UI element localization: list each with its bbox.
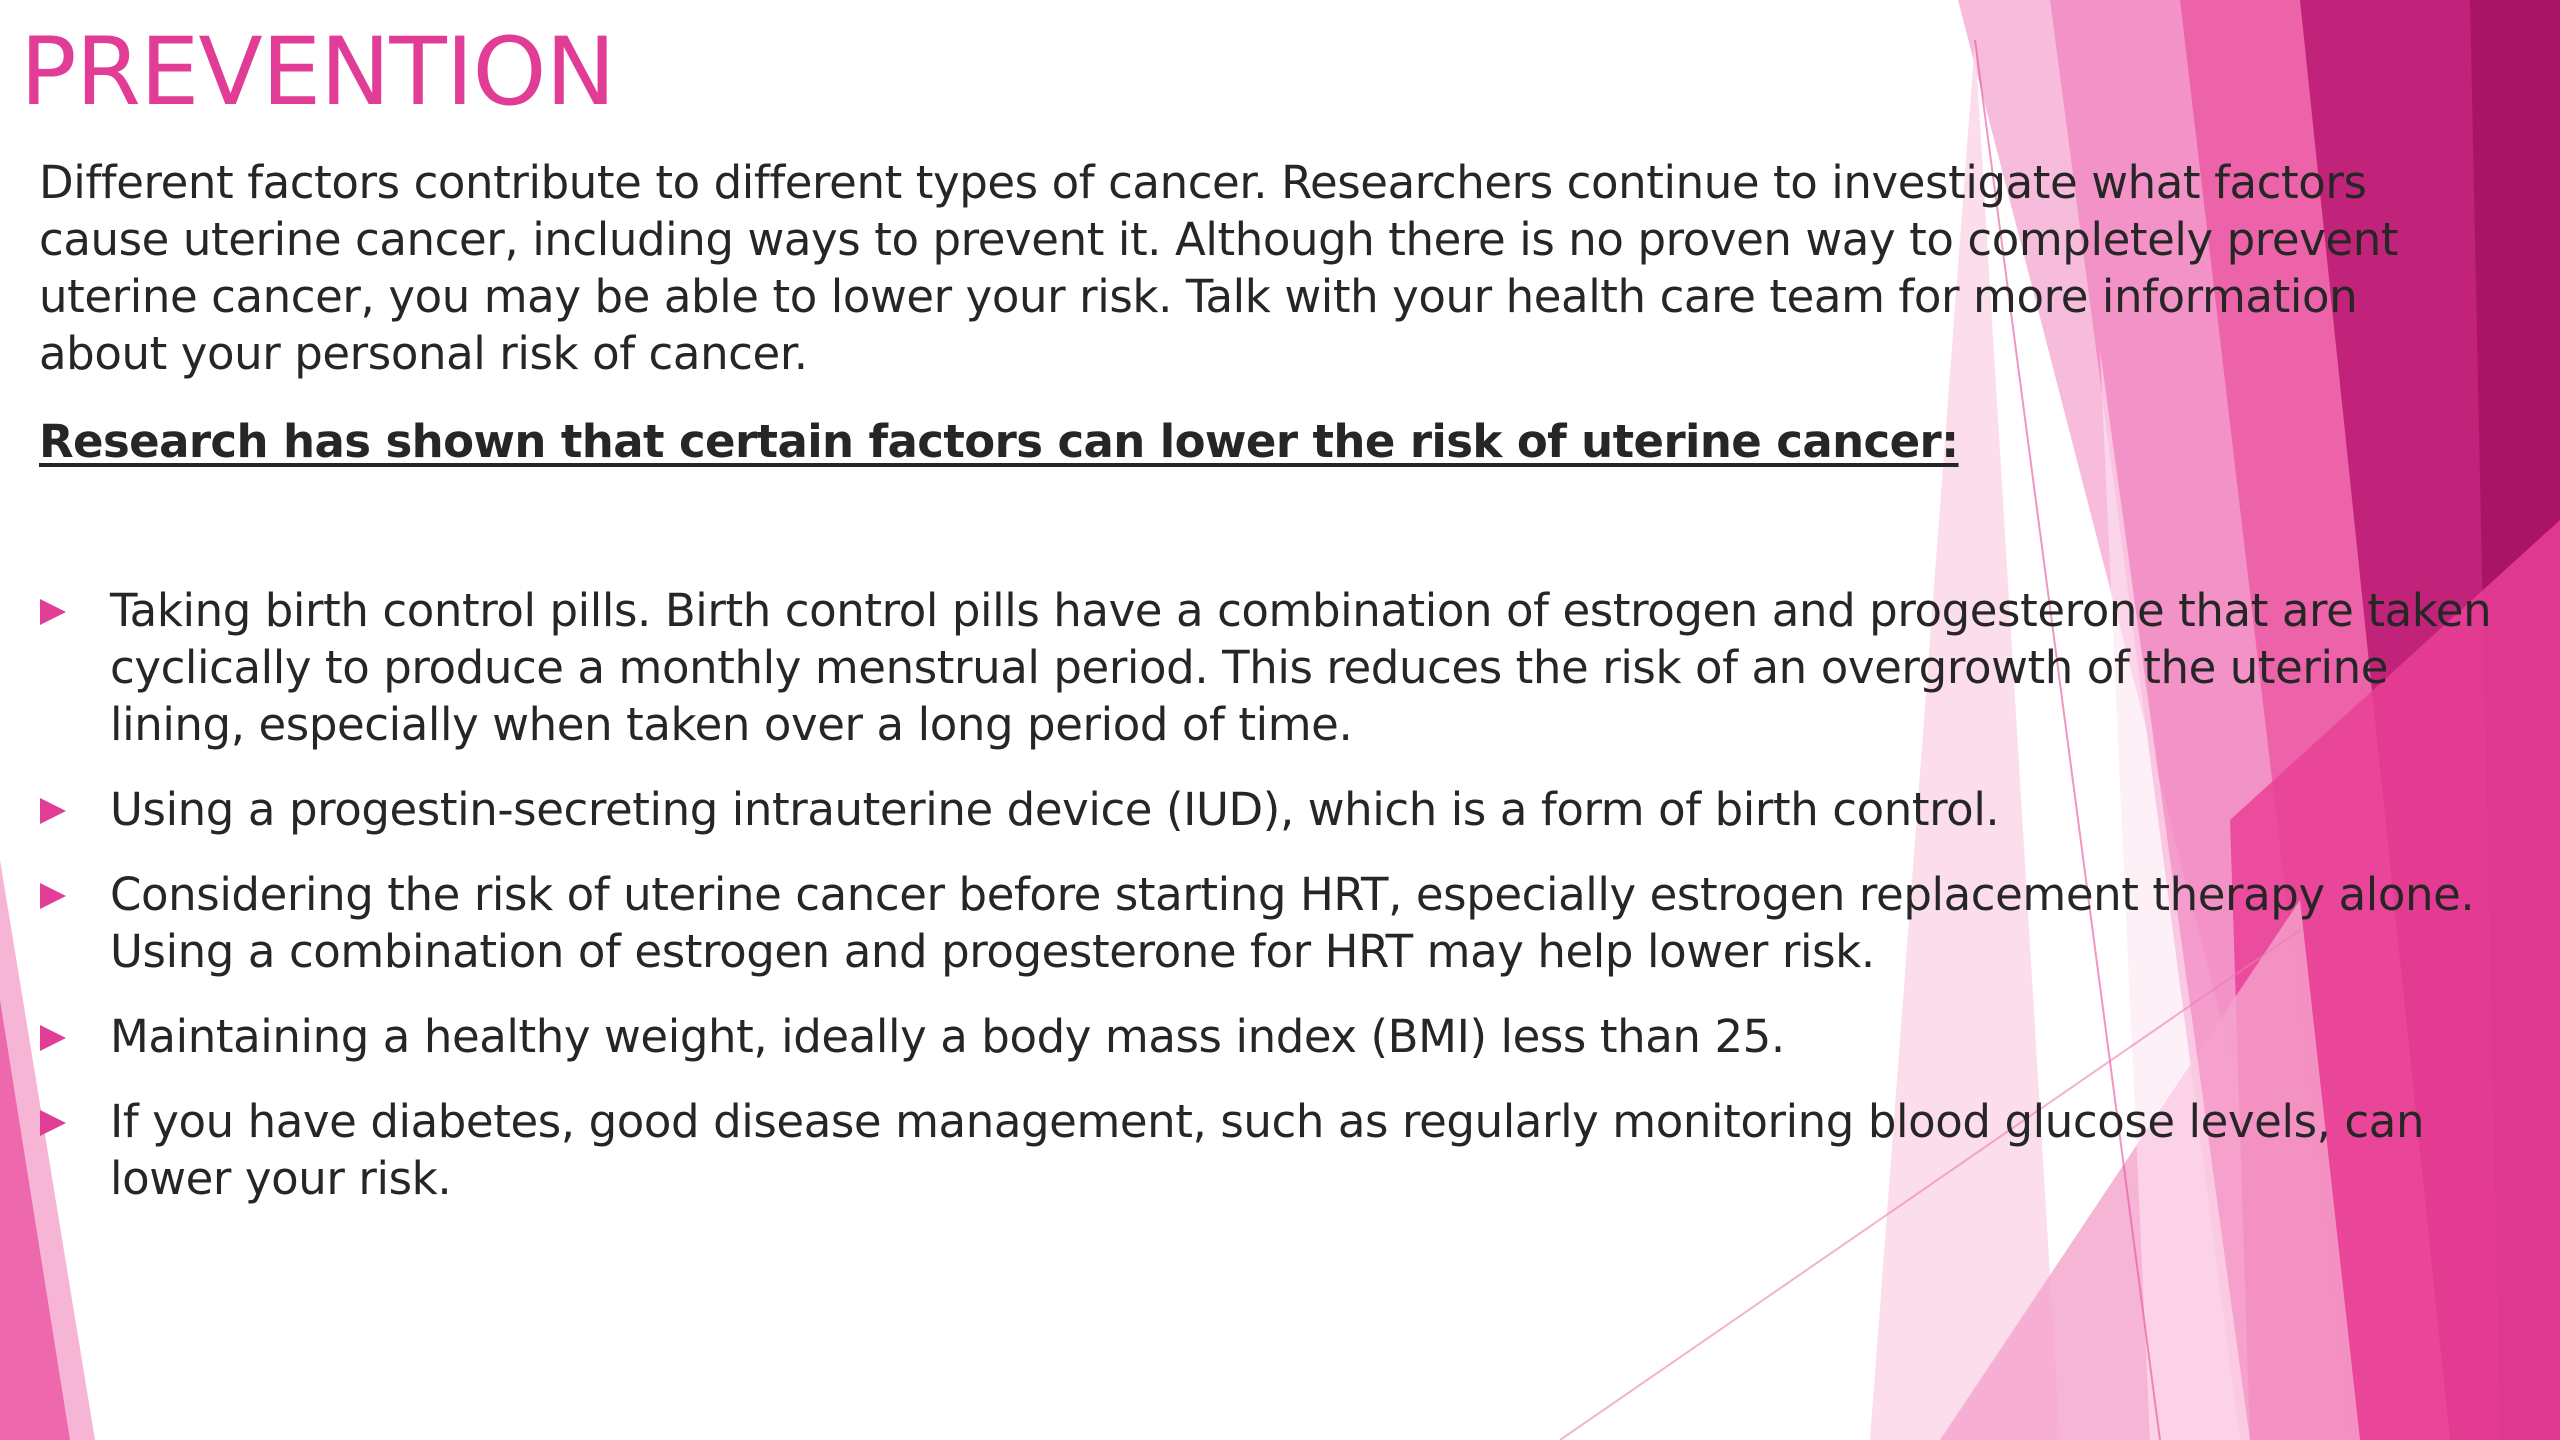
prevention-bullet-list [0,582,2500,1235]
bullet-item-iud [0,781,2500,838]
slide-title: PREVENTION [20,18,615,127]
intro-paragraph: Different factors contribute to different types of cancer. Researchers continue to investigate what factors cause uterine cancer, including ways to prevent it. Although there is no proven way to completely prevent uterine cancer, you may be able to lower your risk. Talk with your health care team for more information about your personal risk of cancer. [39,156,2399,380]
research-subheading: Research has shown that certain factors can lower the risk of uterine cancer: [39,415,1959,468]
triangle-bullet-icon [40,798,66,824]
bullet-item-diabetes [0,1093,2500,1207]
bullet-text: If you have diabetes, good disease management, such as regularly monitoring blood glucose levels, can lower your risk. [110,1095,2425,1205]
bullet-text: Maintaining a healthy weight, ideally a body mass index (BMI) less than 25. [110,1010,1785,1063]
bullet-item-hrt [0,866,2500,980]
triangle-bullet-icon [40,1110,66,1136]
triangle-bullet-icon [40,1025,66,1051]
triangle-bullet-icon [40,883,66,909]
triangle-bullet-icon [40,599,66,625]
bullet-item-birth-control-pills [0,582,2500,753]
bullet-text: Considering the risk of uterine cancer before starting HRT, especially estrogen replacement therapy alone. Using a combination of estrogen and progesterone for HRT may help lower risk. [110,868,2475,978]
bullet-text: Using a progestin-secreting intrauterine device (IUD), which is a form of birth control. [110,783,2000,836]
bullet-text: Taking birth control pills. Birth control pills have a combination of estrogen and progesterone that are taken cyclically to produce a monthly menstrual period. This reduces the risk of an overgrowth of the uterine lining, especially when taken over a long period of time. [110,584,2492,751]
bullet-item-healthy-weight [0,1008,2500,1065]
